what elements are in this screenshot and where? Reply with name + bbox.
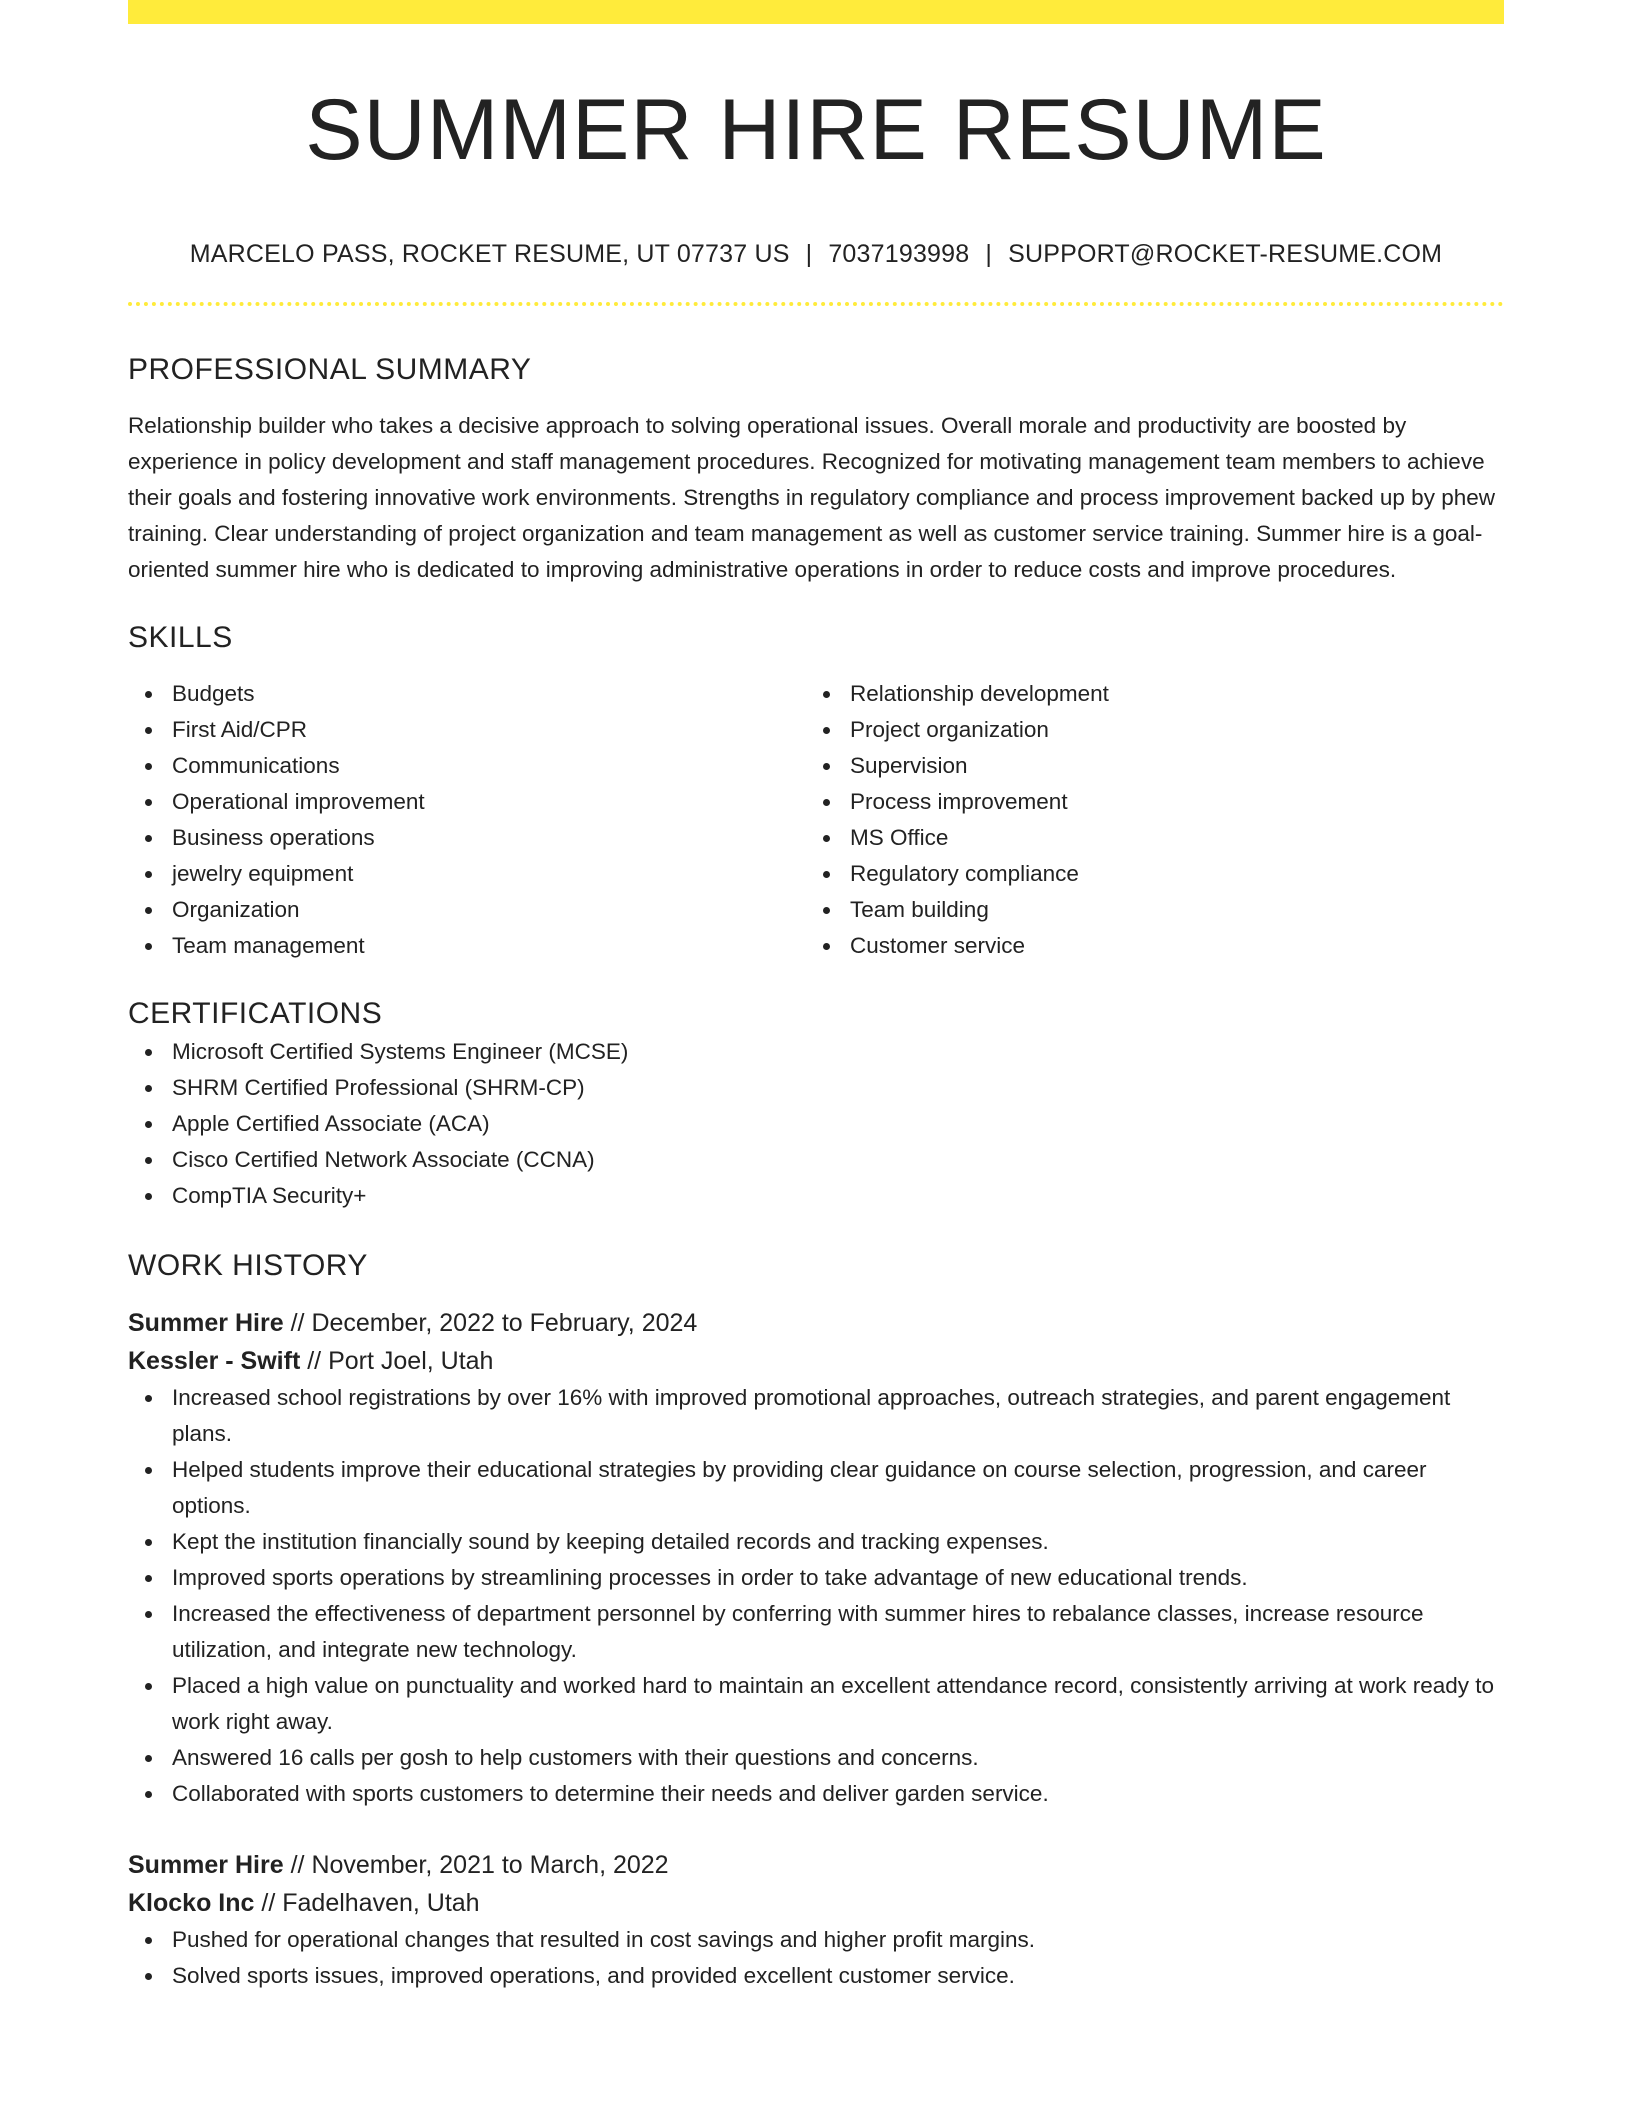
skill-item: Customer service bbox=[806, 928, 1484, 964]
certifications-heading: CERTIFICATIONS bbox=[128, 997, 383, 1030]
contact-address: MARCELO PASS, ROCKET RESUME, UT 07737 US bbox=[189, 240, 790, 268]
skill-item: First Aid/CPR bbox=[128, 712, 806, 748]
summary-text: Relationship builder who takes a decisive approach to solving operational issues. Overall morale and productivity are boosted by experience in policy development and staff management procedures. Recognized for motivating management team members to achieve their goals and fostering innovative work environments. Strengths in regulatory compliance and process improvement backed up by phew training. Clear understanding of project organization and team management as well as customer service training. Summer hire is a goal-oriented summer hire who is dedicated to improving administrative operations in order to reduce costs and improve procedures. bbox=[128, 413, 1495, 582]
skill-item: Regulatory compliance bbox=[806, 856, 1484, 892]
skill-item: Relationship development bbox=[806, 676, 1484, 712]
skill-item: Organization bbox=[128, 892, 806, 928]
skills-heading: SKILLS bbox=[128, 621, 233, 654]
skill-item: Business operations bbox=[128, 820, 806, 856]
job-title-line bbox=[128, 1304, 1504, 1342]
skill-item: jewelry equipment bbox=[128, 856, 806, 892]
page-title: SUMMER HIRE RESUME bbox=[305, 82, 1327, 178]
skill-item: MS Office bbox=[806, 820, 1484, 856]
skill-item: Communications bbox=[128, 748, 806, 784]
job-title: Summer Hire bbox=[128, 1309, 284, 1337]
skills-column-left bbox=[128, 676, 806, 964]
job-duty-item: Solved sports issues, improved operations, and provided excellent customer service. bbox=[128, 1958, 1504, 1994]
certification-item: Cisco Certified Network Associate (CCNA) bbox=[128, 1142, 1504, 1178]
certification-item: CompTIA Security+ bbox=[128, 1178, 1504, 1214]
skill-item: Team building bbox=[806, 892, 1484, 928]
work-history-heading: WORK HISTORY bbox=[128, 1249, 368, 1282]
job-separator: // bbox=[307, 1347, 322, 1375]
job-company: Kessler - Swift bbox=[128, 1347, 301, 1375]
certifications-list bbox=[128, 1034, 1504, 1214]
job-dates: December, 2022 to February, 2024 bbox=[311, 1309, 698, 1337]
certification-item: Microsoft Certified Systems Engineer (MCSE) bbox=[128, 1034, 1504, 1070]
job-title: Summer Hire bbox=[128, 1851, 284, 1879]
job-location: Fadelhaven, Utah bbox=[282, 1889, 480, 1917]
contact-separator: | bbox=[805, 240, 813, 268]
contact-phone: 7037193998 bbox=[828, 240, 970, 268]
job-duties-list bbox=[128, 1380, 1504, 1812]
contact-line bbox=[128, 236, 1504, 272]
skills-column-right bbox=[806, 676, 1484, 964]
skill-item: Supervision bbox=[806, 748, 1484, 784]
job-title-line bbox=[128, 1846, 1504, 1884]
certification-item: Apple Certified Associate (ACA) bbox=[128, 1106, 1504, 1142]
job-separator: // bbox=[290, 1851, 305, 1879]
job-duty-item: Improved sports operations by streamlining processes in order to take advantage of new educational trends. bbox=[128, 1560, 1504, 1596]
resume-page bbox=[128, 0, 1504, 1994]
job-company-line bbox=[128, 1342, 1504, 1380]
job-company: Klocko Inc bbox=[128, 1889, 255, 1917]
job-duty-item: Increased the effectiveness of department personnel by conferring with summer hires to rebalance classes, increase resource utilization, and integrate new technology. bbox=[128, 1596, 1504, 1668]
summary-heading: PROFESSIONAL SUMMARY bbox=[128, 353, 532, 386]
job-duty-item: Collaborated with sports customers to determine their needs and deliver garden service. bbox=[128, 1776, 1504, 1812]
dotted-divider bbox=[128, 302, 1504, 306]
job-duty-item: Helped students improve their educational strategies by providing clear guidance on course selection, progression, and career options. bbox=[128, 1452, 1504, 1524]
job-dates: November, 2021 to March, 2022 bbox=[311, 1851, 669, 1879]
job-separator: // bbox=[290, 1309, 305, 1337]
skill-item: Operational improvement bbox=[128, 784, 806, 820]
job-duty-item: Placed a high value on punctuality and worked hard to maintain an excellent attendance record, consistently arriving at work ready to work right away. bbox=[128, 1668, 1504, 1740]
contact-email: SUPPORT@ROCKET-RESUME.COM bbox=[1008, 240, 1443, 268]
job-location: Port Joel, Utah bbox=[328, 1347, 494, 1375]
job-company-line bbox=[128, 1884, 1504, 1922]
job-duties-list bbox=[128, 1922, 1504, 1994]
skill-item: Project organization bbox=[806, 712, 1484, 748]
job-duty-item: Kept the institution financially sound by keeping detailed records and tracking expenses. bbox=[128, 1524, 1504, 1560]
skill-item: Team management bbox=[128, 928, 806, 964]
certification-item: SHRM Certified Professional (SHRM-CP) bbox=[128, 1070, 1504, 1106]
job-separator: // bbox=[261, 1889, 276, 1917]
job-duty-item: Increased school registrations by over 16% with improved promotional approaches, outreach strategies, and parent engagement plans. bbox=[128, 1380, 1504, 1452]
contact-separator: | bbox=[985, 240, 993, 268]
skills-list bbox=[128, 676, 1504, 964]
skill-item: Budgets bbox=[128, 676, 806, 712]
job-duty-item: Answered 16 calls per gosh to help customers with their questions and concerns. bbox=[128, 1740, 1504, 1776]
accent-top-bar bbox=[128, 0, 1504, 24]
job-duty-item: Pushed for operational changes that resulted in cost savings and higher profit margins. bbox=[128, 1922, 1504, 1958]
skill-item: Process improvement bbox=[806, 784, 1484, 820]
